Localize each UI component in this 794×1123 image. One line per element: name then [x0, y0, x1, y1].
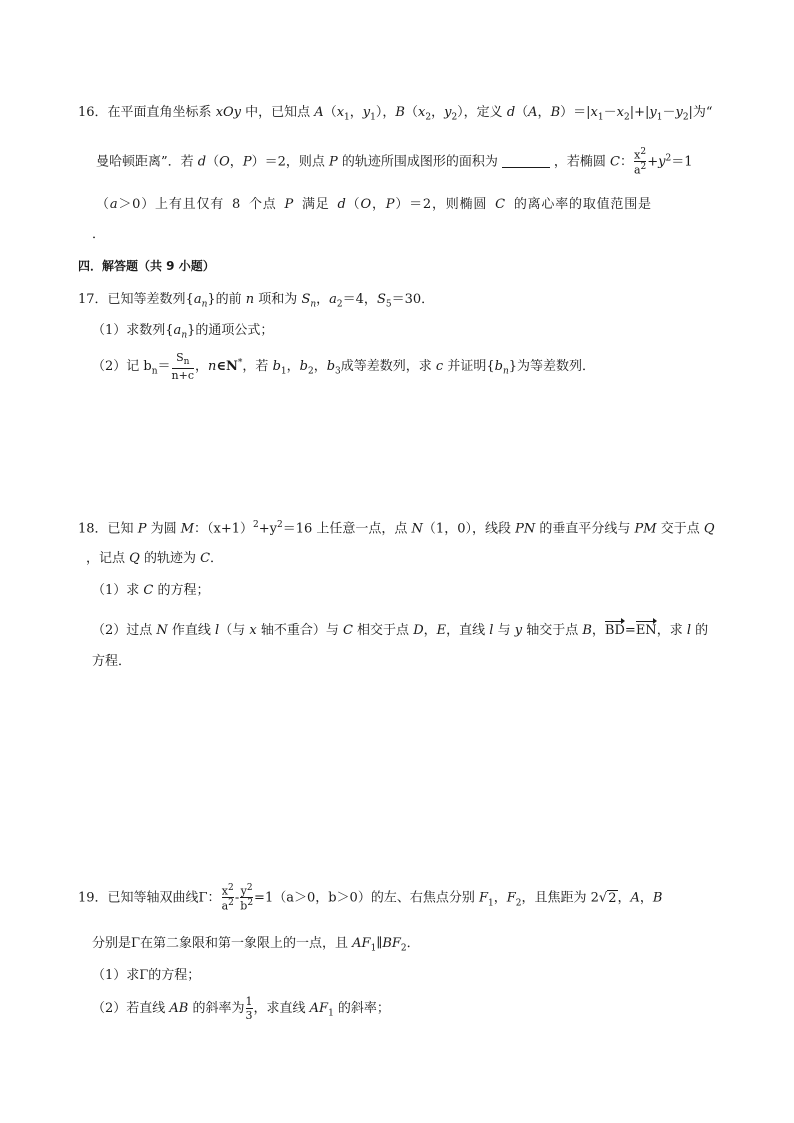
text: S — [176, 351, 184, 364]
text: （1）求数列{ — [92, 323, 174, 338]
text: d — [506, 105, 516, 120]
text: ， — [371, 197, 386, 212]
text: P — [328, 154, 338, 170]
text: 2 — [640, 162, 647, 173]
q18-part2-cont — [92, 655, 131, 668]
q19-stem-cont — [92, 937, 420, 954]
text: ，若 — [242, 359, 273, 375]
text: N — [411, 521, 423, 537]
text: Q — [703, 521, 715, 537]
text: ， — [617, 890, 631, 906]
text: √ — [598, 890, 608, 906]
text: 2 — [253, 520, 259, 530]
text: b — [326, 359, 336, 375]
text: B — [550, 105, 561, 120]
text: =1（a＞0，b＞0）的左、右焦点分别 — [254, 890, 479, 906]
text: ， — [537, 105, 551, 120]
text: 满足 — [294, 197, 338, 212]
text: F — [478, 890, 488, 906]
text: 为圆 — [146, 521, 181, 537]
text: b — [272, 359, 281, 375]
text: ∥ — [376, 936, 383, 951]
text: n — [208, 359, 217, 375]
text: a — [633, 163, 641, 177]
text: 2 — [623, 112, 630, 123]
fraction-x2-a2 — [634, 148, 646, 176]
text: 2 — [665, 153, 672, 164]
text: ： — [619, 154, 633, 170]
q18-part2 — [92, 620, 708, 637]
text: a — [173, 323, 182, 338]
q16-line4 — [92, 228, 105, 241]
text: （ — [515, 105, 529, 120]
text: 16．在平面直角坐标系 — [78, 105, 216, 120]
text: +y — [258, 521, 277, 537]
text: a — [109, 197, 119, 212]
text: ， — [316, 292, 330, 307]
text: （ — [346, 197, 361, 212]
text: y — [514, 623, 523, 638]
text: AB — [169, 1001, 189, 1017]
text: 2 — [228, 898, 234, 909]
q19-part1: （1）求Γ的方程； — [92, 968, 201, 983]
text: ，若椭圆 — [553, 154, 610, 170]
vector-en: EN — [636, 620, 657, 637]
text: n — [183, 357, 190, 368]
text: 2 — [307, 366, 314, 377]
text: 相交于点 — [352, 623, 414, 638]
text: ＞0）上有且仅有 8 个点 — [118, 197, 285, 212]
text: ，求直线 — [253, 1001, 310, 1017]
text: n — [245, 292, 255, 307]
text: （2）过点 — [92, 623, 157, 638]
text: a — [329, 292, 337, 307]
text: ，记点 — [86, 551, 130, 566]
text: 分别是Γ在第二象限和第一象限上的一点，且 — [92, 936, 353, 951]
text: AF — [309, 1001, 329, 1017]
answer-blank[interactable] — [502, 155, 550, 168]
text: 的斜率为 — [188, 1001, 245, 1017]
text: b — [494, 359, 503, 375]
text: 的轨迹为 — [139, 551, 201, 566]
text: x — [634, 148, 641, 162]
text: PN — [515, 521, 536, 537]
text: S — [301, 292, 311, 307]
text: Q — [129, 551, 140, 566]
text: P — [284, 197, 295, 212]
text: （与 — [219, 623, 250, 638]
text: ，求 — [656, 623, 687, 638]
text: ， — [639, 890, 653, 906]
text: B — [582, 623, 592, 638]
text: 2 — [425, 112, 432, 123]
text: 3 — [245, 1008, 253, 1022]
text: 与 — [493, 623, 515, 638]
text: 17．已知等差数列{ — [78, 292, 194, 307]
q17-part1 — [92, 324, 273, 341]
text: A — [314, 105, 324, 120]
text: 2 — [227, 883, 234, 893]
text: F — [506, 890, 516, 906]
text: - — [234, 890, 240, 906]
text: y — [675, 105, 683, 120]
text: n — [151, 366, 158, 377]
text: x — [221, 884, 228, 898]
text: ＝ — [157, 359, 171, 375]
text: 1 — [488, 898, 494, 909]
text: 的轨迹所围成图形的面积为 — [337, 154, 498, 170]
text: 2 — [682, 112, 689, 123]
text: E — [436, 623, 447, 638]
text: ）＝2，则椭圆 — [395, 197, 496, 212]
text: 的斜率； — [333, 1001, 390, 1017]
text: ． — [406, 936, 420, 951]
text: C — [143, 583, 154, 598]
text: ， — [591, 623, 605, 638]
text: l — [489, 623, 494, 638]
text: （1，0），线段 — [422, 521, 516, 537]
text: （2）记 b — [92, 359, 152, 375]
text: n — [201, 299, 208, 310]
text: 1 — [370, 943, 377, 954]
q17-stem — [78, 293, 434, 310]
text: 3 — [335, 366, 341, 377]
q19-stem — [78, 884, 662, 912]
text: ，且焦距为 2 — [521, 890, 599, 906]
text: y — [444, 105, 452, 120]
text: ． — [92, 227, 106, 242]
text: 轴交于点 — [522, 623, 583, 638]
text: P — [385, 197, 396, 212]
text: C — [200, 551, 211, 566]
section-heading: 四．解答题（共 9 小题） — [78, 259, 215, 273]
text: }的通项公式； — [187, 323, 274, 338]
text: 作直线 — [167, 623, 216, 638]
text: B — [395, 105, 405, 120]
text: n — [181, 330, 188, 341]
fraction-y2-b2 — [240, 884, 253, 912]
text: b — [240, 899, 248, 913]
text: 5 — [385, 299, 392, 310]
text: B — [652, 890, 663, 906]
text: 的 — [691, 623, 709, 638]
text: 2 — [336, 299, 343, 310]
text: N — [156, 623, 168, 638]
text: l — [686, 623, 691, 638]
text: 1 — [328, 1008, 334, 1019]
text: }的前 — [207, 292, 246, 307]
q16-line2 — [96, 148, 693, 176]
text: l — [215, 623, 220, 638]
text: ， — [229, 154, 243, 170]
text: ＝1 — [671, 154, 693, 170]
text: 轴不重合）与 — [256, 623, 343, 638]
text: ），定义 — [457, 105, 507, 120]
text: ：（x+1） — [194, 521, 254, 537]
text: 2 — [246, 883, 253, 893]
vector-bd: BD — [605, 620, 625, 637]
text: 2 — [451, 112, 458, 123]
text: c — [435, 359, 444, 375]
text: n+c — [171, 368, 195, 382]
text: O — [219, 154, 230, 170]
text: 成等差数列，求 — [340, 359, 436, 375]
fraction-x2-a2 — [222, 884, 234, 912]
text: ∈N — [216, 359, 238, 375]
text: C — [342, 623, 353, 638]
text: x — [249, 623, 257, 638]
text: + — [647, 154, 659, 170]
q18-stem-cont — [86, 552, 223, 565]
text: 1 — [245, 995, 253, 1008]
q17-part2 — [92, 352, 595, 381]
text: S — [376, 292, 386, 307]
text: 1 — [344, 112, 350, 123]
text: （ — [404, 105, 418, 120]
text: 1 — [280, 366, 287, 377]
text: |+| — [629, 105, 650, 120]
text: ＝4， — [342, 292, 377, 307]
text: － — [603, 105, 617, 120]
text: ，直线 — [446, 623, 490, 638]
text: x — [590, 105, 598, 120]
text: O — [360, 197, 372, 212]
text: 的方程； — [153, 583, 210, 598]
text: xOy — [215, 105, 242, 120]
text: 2 — [400, 943, 407, 954]
q18-stem — [78, 521, 715, 535]
text: ， — [349, 105, 363, 120]
text: 1 — [370, 112, 376, 123]
text: y — [240, 884, 247, 898]
text: （ — [323, 105, 337, 120]
text: 18．已知 — [78, 521, 138, 537]
text: a — [221, 899, 229, 913]
text: a — [193, 292, 202, 307]
text: * — [237, 357, 243, 368]
text: ， — [493, 890, 507, 906]
text: 2 — [608, 890, 617, 906]
text: （2）若直线 — [92, 1001, 170, 1017]
text: 2 — [640, 147, 647, 157]
text: （1）求 — [92, 583, 144, 598]
fraction-one-third — [246, 996, 253, 1021]
text: ， — [286, 359, 300, 375]
text: ， — [313, 359, 327, 375]
text: }为等差数列． — [508, 359, 596, 375]
text: 1 — [597, 112, 604, 123]
text: PM — [634, 521, 657, 537]
q18-part1 — [92, 584, 210, 597]
q16-line1 — [78, 106, 713, 123]
text: A — [630, 890, 640, 906]
text: 的垂直平分线与 — [535, 521, 635, 537]
text: ＝16 上任意一点，点 — [282, 521, 412, 537]
text: 中，已知点 — [241, 105, 315, 120]
text: n — [502, 366, 509, 377]
text: 并证明{ — [443, 359, 495, 375]
text: ）， — [375, 105, 396, 120]
text: d — [197, 154, 207, 170]
q16-line3 — [96, 198, 652, 211]
text: M — [180, 521, 195, 537]
text: 2 — [277, 520, 283, 530]
text: = — [624, 623, 636, 638]
text: 2 — [515, 898, 522, 909]
text: 交于点 — [656, 521, 704, 537]
text: 曼哈顿距离”．若 — [96, 154, 198, 170]
text: AF — [352, 936, 371, 951]
text: 2 — [247, 898, 254, 909]
text: y — [649, 105, 657, 120]
text: A — [528, 105, 538, 120]
text: 项和为 — [254, 292, 302, 307]
text: y — [362, 105, 371, 120]
text: － — [662, 105, 676, 120]
text: y — [658, 154, 666, 170]
text: ， — [195, 359, 209, 375]
text: d — [337, 197, 347, 212]
text: D — [413, 623, 424, 638]
text: n — [310, 299, 317, 310]
text: 的离心率的取值范围是 — [505, 197, 652, 212]
fraction-sn — [172, 352, 194, 381]
text: b — [299, 359, 308, 375]
text: （ — [96, 197, 110, 212]
text: （ — [206, 154, 220, 170]
text: P — [242, 154, 252, 170]
text: x — [616, 105, 624, 120]
text: 19．已知等轴双曲线Γ： — [78, 890, 221, 906]
text: ）＝2，则点 — [251, 154, 329, 170]
text: P — [137, 521, 147, 537]
q19-part2 — [92, 996, 390, 1021]
text: 1 — [656, 112, 663, 123]
text: x — [417, 105, 426, 120]
text: C — [495, 197, 506, 212]
text: ＝30． — [391, 292, 435, 307]
text: |为“ — [688, 105, 713, 120]
text: C — [610, 154, 620, 170]
text: ， — [423, 623, 437, 638]
text: ）＝| — [560, 105, 591, 120]
text: 方程． — [92, 654, 132, 669]
text: ． — [210, 551, 224, 566]
text: x — [336, 105, 345, 120]
text: BF — [382, 936, 401, 951]
text: ， — [431, 105, 445, 120]
